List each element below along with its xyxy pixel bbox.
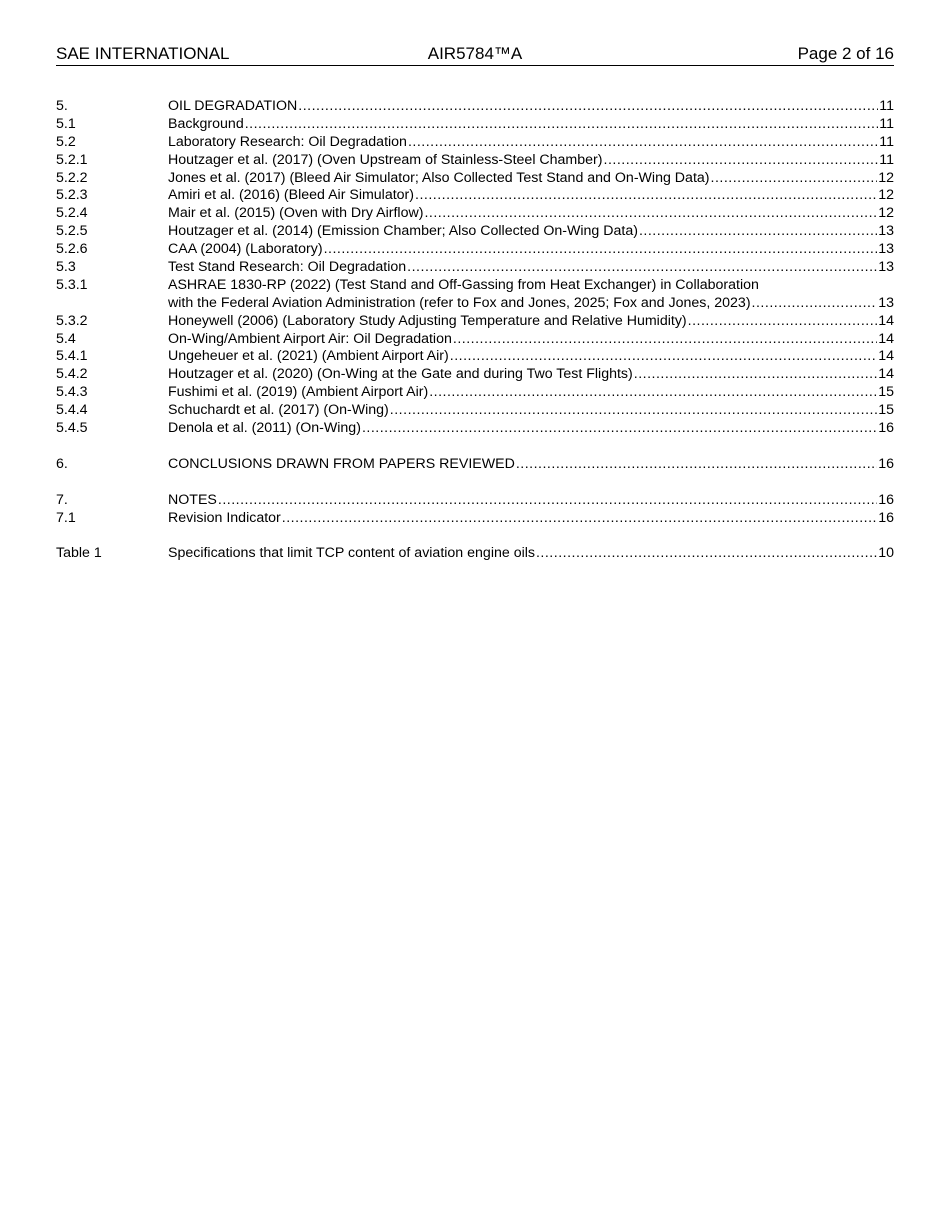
toc-entry-number: 5.3 [56, 259, 76, 276]
toc-entry-number: 5.2.3 [56, 187, 88, 204]
toc-entry-page: 12 [878, 205, 894, 222]
toc-entry-number: 5.2.4 [56, 205, 88, 222]
toc-entry-number: 5.2.5 [56, 223, 88, 240]
toc-entry[interactable] [56, 384, 894, 402]
toc-leader-dots [429, 384, 877, 402]
toc-entry-page: 11 [879, 115, 894, 132]
toc-entry[interactable] [56, 277, 894, 313]
toc-entry[interactable] [56, 134, 894, 152]
toc-entry-title: Test Stand Research: Oil Degradation [168, 259, 407, 276]
toc-entry-title: CONCLUSIONS DRAWN FROM PAPERS REVIEWED [168, 455, 515, 472]
page-header [56, 44, 894, 66]
toc-entry-page: 11 [879, 151, 894, 168]
toc-leader-dots [282, 510, 877, 528]
toc-entry-page: 15 [878, 384, 894, 401]
toc-entry-number: 5.3.2 [56, 312, 88, 329]
toc-entry-title: Honeywell (2006) (Laboratory Study Adjusting Temperature and Relative Humidity) [168, 312, 687, 329]
toc-entry-title: Specifications that limit TCP content of aviation engine oils [168, 545, 535, 562]
toc-entry-number: 5.4 [56, 330, 76, 347]
toc-entry-title: Amiri et al. (2016) (Bleed Air Simulator) [168, 187, 415, 204]
table-of-contents [56, 98, 894, 563]
toc-entry-page: 14 [878, 348, 894, 365]
toc-leader-dots [390, 402, 877, 420]
toc-leader-dots [634, 366, 877, 384]
toc-entry-title-line1: ASHRAE 1830-RP (2022) (Test Stand and Off-Gassing from Heat Exchanger) in Collaboration [168, 276, 759, 293]
toc-entry-title: Ungeheuer et al. (2021) (Ambient Airport Air) [168, 348, 449, 365]
toc-entry-title: with the Federal Aviation Administration (refer to Fox and Jones, 2025; Fox and Jones, 2023) [168, 294, 751, 311]
toc-entry-number: 7. [56, 491, 68, 508]
toc-entry-title: Schuchardt et al. (2017) (On-Wing) [168, 402, 389, 419]
toc-leader-dots [752, 295, 878, 313]
toc-entry-page: 13 [878, 223, 894, 240]
toc-entry[interactable] [56, 366, 894, 384]
toc-leader-dots [324, 241, 878, 259]
toc-entry[interactable] [56, 402, 894, 420]
toc-entry-page: 11 [879, 98, 894, 114]
toc-entry[interactable] [56, 545, 894, 563]
toc-entry-title: On-Wing/Ambient Airport Air: Oil Degradation [168, 330, 452, 347]
toc-entry-number: Table 1 [56, 545, 102, 562]
toc-entry-number: 5.4.3 [56, 384, 88, 401]
toc-entry-page: 16 [878, 455, 894, 472]
toc-entry-number: 5.2 [56, 133, 76, 150]
toc-leader-dots [245, 116, 879, 134]
toc-leader-dots [688, 313, 878, 331]
toc-entry-page: 16 [878, 420, 894, 437]
header-org: SAE INTERNATIONAL [56, 44, 230, 63]
toc-entry[interactable] [56, 116, 894, 134]
toc-leader-dots [711, 170, 878, 188]
toc-entry-number: 5.3.1 [56, 276, 88, 293]
toc-entry-title: Revision Indicator [168, 509, 281, 526]
toc-entry-number: 5.4.1 [56, 348, 88, 365]
toc-entry-number: 5.2.2 [56, 169, 88, 186]
toc-entry-page: 14 [878, 312, 894, 329]
toc-entry[interactable] [56, 152, 894, 170]
toc-entry-title: NOTES [168, 491, 217, 508]
toc-entry-page: 15 [878, 402, 894, 419]
toc-leader-dots [407, 259, 877, 277]
toc-entry-title: Houtzager et al. (2014) (Emission Chamber; Also Collected On-Wing Data) [168, 223, 638, 240]
toc-entry[interactable] [56, 420, 894, 438]
toc-entry-number: 5.1 [56, 115, 76, 132]
toc-entry-number: 5.2.1 [56, 151, 88, 168]
header-doc-id: AIR5784™A [427, 44, 523, 63]
toc-entry-page: 12 [878, 169, 894, 186]
toc-entry-number: 5.2.6 [56, 241, 88, 258]
toc-entry-page: 13 [878, 259, 894, 276]
toc-entry-page: 10 [878, 545, 894, 562]
toc-entry-title: Background [168, 115, 244, 132]
toc-entry[interactable] [56, 492, 894, 510]
toc-leader-dots [415, 187, 877, 205]
toc-entry-title: Mair et al. (2015) (Oven with Dry Airflow) [168, 205, 424, 222]
toc-leader-dots [408, 134, 878, 152]
toc-entry-page: 14 [878, 366, 894, 383]
toc-entry-page: 14 [878, 330, 894, 347]
toc-leader-dots [639, 223, 877, 241]
toc-entry[interactable] [56, 223, 894, 241]
toc-leader-dots [536, 545, 877, 563]
toc-leader-dots [362, 420, 877, 438]
toc-entry[interactable] [56, 241, 894, 259]
toc-entry-page: 16 [878, 491, 894, 508]
toc-entry[interactable] [56, 313, 894, 331]
toc-entry-page: 13 [878, 294, 894, 311]
toc-entry-number: 6. [56, 455, 68, 472]
toc-entry-number: 5.4.2 [56, 366, 88, 383]
toc-entry-page: 12 [878, 187, 894, 204]
toc-entry-number: 5. [56, 98, 68, 114]
toc-entry-title: Houtzager et al. (2017) (Oven Upstream of Stainless-Steel Chamber) [168, 151, 603, 168]
toc-entry-title: Denola et al. (2011) (On-Wing) [168, 420, 361, 437]
toc-entry[interactable] [56, 456, 894, 474]
toc-leader-dots [298, 98, 878, 116]
toc-entry-number: 5.4.5 [56, 420, 88, 437]
toc-entry-title: OIL DEGRADATION [168, 98, 298, 114]
toc-entry-title: Laboratory Research: Oil Degradation [168, 133, 407, 150]
toc-leader-dots [450, 348, 877, 366]
toc-entry[interactable] [56, 205, 894, 223]
header-page-number: Page 2 of 16 [797, 44, 894, 63]
toc-entry-page: 16 [878, 509, 894, 526]
toc-entry-title: Jones et al. (2017) (Bleed Air Simulator; Also Collected Test Stand and On-Wing Data) [168, 169, 710, 186]
toc-entry[interactable] [56, 510, 894, 528]
toc-leader-dots [516, 456, 877, 474]
toc-entry[interactable] [56, 98, 894, 116]
toc-entry[interactable] [56, 348, 894, 366]
toc-entry-title: CAA (2004) (Laboratory) [168, 241, 323, 258]
toc-entry-title: Fushimi et al. (2019) (Ambient Airport Air) [168, 384, 429, 401]
toc-entry[interactable] [56, 259, 894, 277]
toc-entry-number: 5.4.4 [56, 402, 88, 419]
toc-leader-dots [424, 205, 877, 223]
toc-entry[interactable] [56, 187, 894, 205]
toc-entry-title: Houtzager et al. (2020) (On-Wing at the Gate and during Two Test Flights) [168, 366, 633, 383]
toc-entry[interactable] [56, 331, 894, 349]
toc-entry-page: 13 [878, 241, 894, 258]
toc-leader-dots [604, 152, 879, 170]
toc-leader-dots [218, 492, 877, 510]
toc-entry-number: 7.1 [56, 509, 76, 526]
toc-entry[interactable] [56, 170, 894, 188]
toc-leader-dots [453, 331, 877, 349]
toc-entry-page: 11 [879, 133, 894, 150]
